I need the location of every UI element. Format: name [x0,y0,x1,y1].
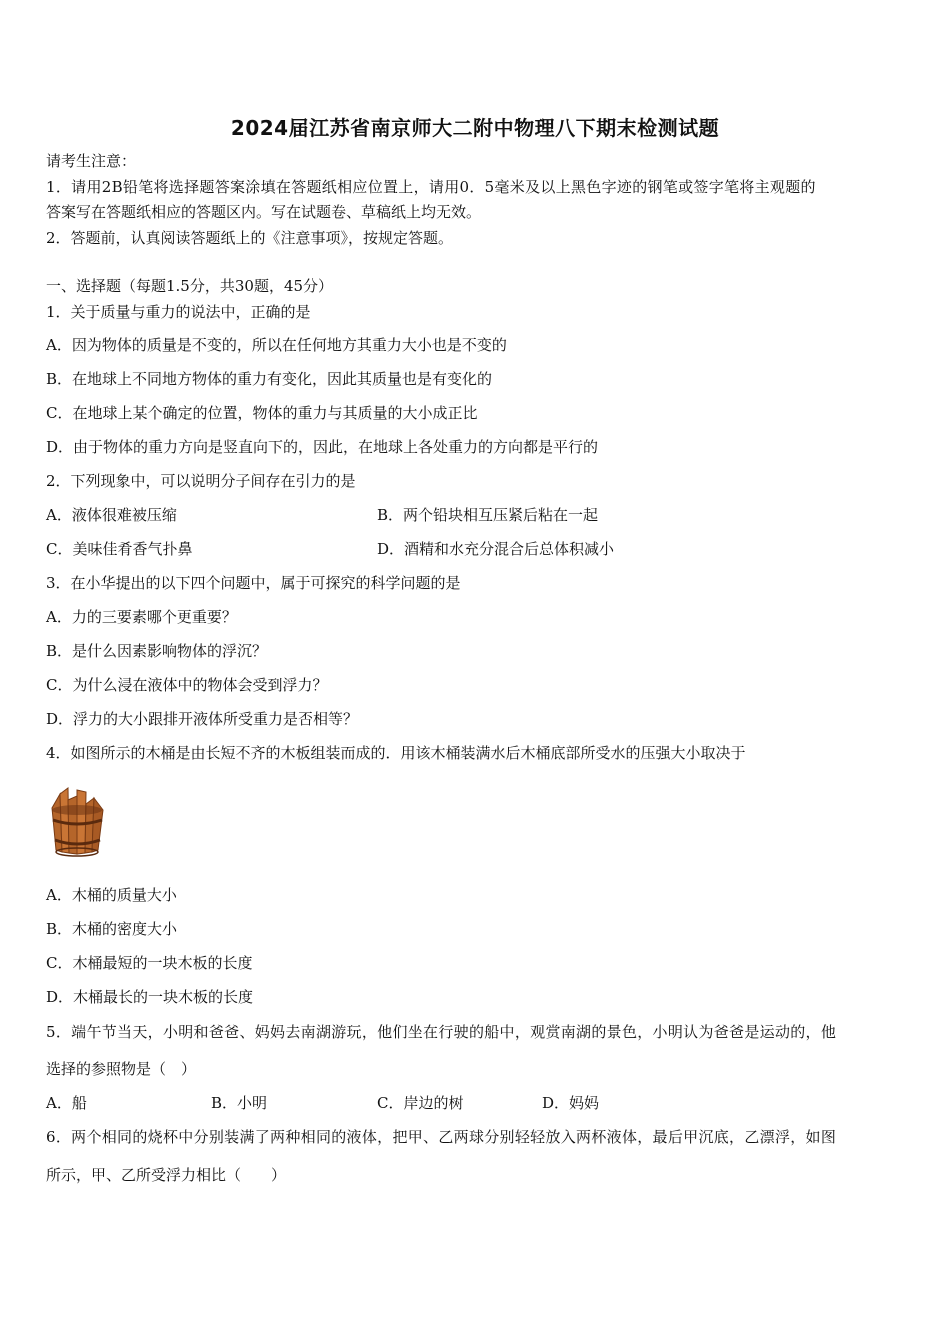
question-2-option-a: A．液体很难被压缩 [46,506,177,524]
notice-heading: 请考生注意： [46,152,137,170]
question-4-option-c: C．木桶最短的一块木板的长度 [46,954,253,972]
notice-item-1-line-1: 1．请用2B铅笔将选择题答案涂填在答题纸相应位置上，请用0．5毫米及以上黑色字迹的钢笔或签字笔将主观题的 [46,178,816,196]
question-5-stem-line-1: 5．端午节当天，小明和爸爸、妈妈去南湖游玩，他们坐在行驶的船中，观赏南湖的景色，小明认为爸爸是运动的，他 [46,1023,837,1041]
section-heading: 一、选择题（每题1.5分，共30题，45分） [46,277,334,295]
question-3-option-b: B．是什么因素影响物体的浮沉？ [46,642,268,660]
question-4-option-a: A．木桶的质量大小 [46,886,177,904]
question-1-option-a: A．因为物体的质量是不变的，所以在任何地方其重力大小也是不变的 [46,336,507,354]
question-3-option-a: A．力的三要素哪个更重要？ [46,608,237,626]
question-4-option-d: D．木桶最长的一块木板的长度 [46,988,254,1006]
question-3-stem: 3．在小华提出的以下四个问题中，属于可探究的科学问题的是 [46,574,461,592]
wooden-bucket-image [46,786,108,862]
question-3-option-c: C．为什么浸在液体中的物体会受到浮力？ [46,676,328,694]
question-2-option-c: C．美味佳肴香气扑鼻 [46,540,193,558]
question-5-option-b: B．小明 [211,1094,268,1112]
question-6-stem-line-1: 6．两个相同的烧杯中分别装满了两种相同的液体，把甲、乙两球分别轻轻放入两杯液体，最后甲沉底，乙漂浮，如图 [46,1128,837,1146]
question-5-option-d: D．妈妈 [542,1094,600,1112]
notice-item-1-line-2: 答案写在答题纸相应的答题区内。写在试题卷、草稿纸上均无效。 [46,203,482,221]
question-1-stem: 1．关于质量与重力的说法中，正确的是 [46,303,311,321]
question-1-option-d: D．由于物体的重力方向是竖直向下的，因此，在地球上各处重力的方向都是平行的 [46,438,599,456]
question-5-stem-line-2: 选择的参照物是（ ） [46,1060,197,1078]
question-2-option-d: D．酒精和水充分混合后总体积减小 [377,540,615,558]
page-title: 2024届江苏省南京师大二附中物理八下期末检测试题 [230,116,720,140]
question-5-option-c: C．岸边的树 [377,1094,464,1112]
question-3-option-d: D．浮力的大小跟排开液体所受重力是否相等？ [46,710,359,728]
question-4-option-b: B．木桶的密度大小 [46,920,178,938]
question-6-stem-line-2: 所示，甲、乙所受浮力相比（ ） [46,1166,287,1184]
question-2-option-b: B．两个铅块相互压紧后粘在一起 [377,506,599,524]
question-5-option-a: A．船 [46,1094,87,1112]
question-1-option-c: C．在地球上某个确定的位置，物体的重力与其质量的大小成正比 [46,404,478,422]
notice-item-2: 2．答题前，认真阅读答题纸上的《注意事项》，按规定答题。 [46,229,454,247]
question-4-stem: 4．如图所示的木桶是由长短不齐的木板组装而成的．用该木桶装满水后木桶底部所受水的压强大小取决于 [46,744,746,762]
question-1-option-b: B．在地球上不同地方物体的重力有变化，因此其质量也是有变化的 [46,370,493,388]
question-2-stem: 2．下列现象中，可以说明分子间存在引力的是 [46,472,356,490]
